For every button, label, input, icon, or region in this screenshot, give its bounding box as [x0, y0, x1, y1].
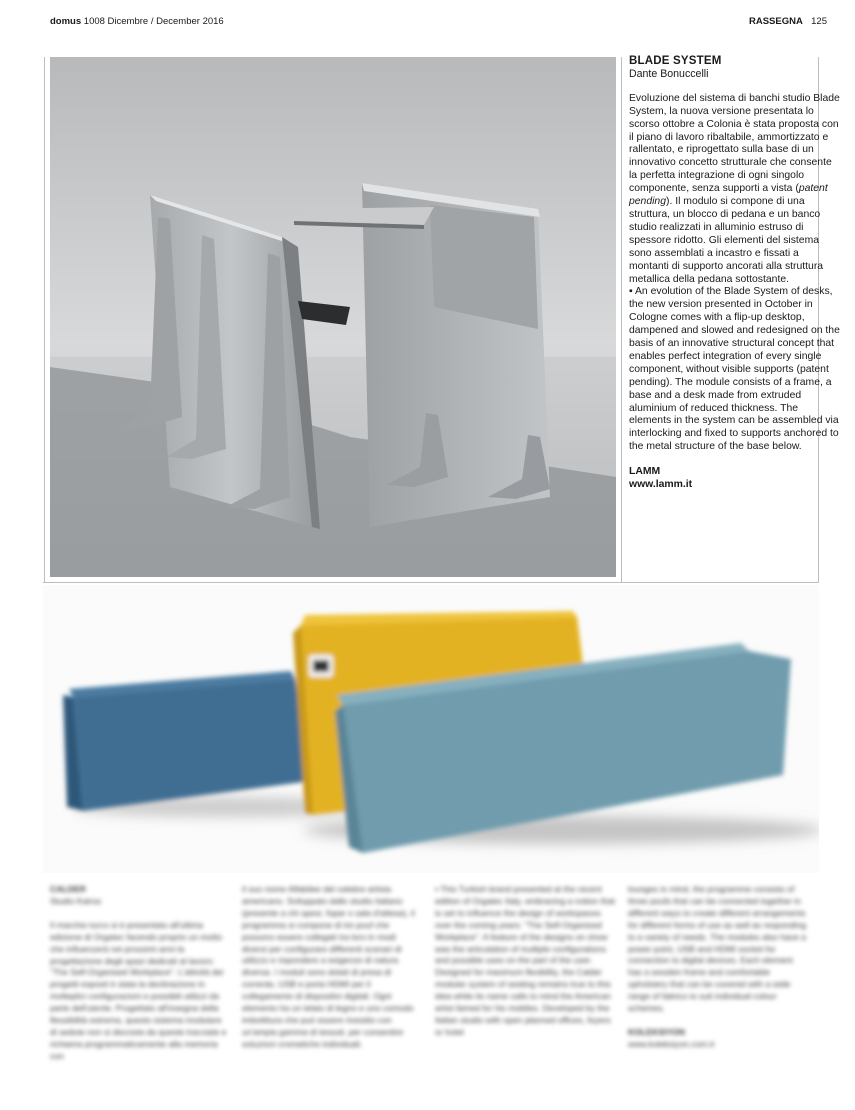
column-rule-left	[44, 57, 45, 582]
blade-system-photo	[50, 57, 616, 577]
calder-brand: KOLEKSIYON	[628, 1026, 685, 1037]
calder-column-1	[50, 884, 230, 1063]
article-sidebar	[629, 55, 841, 492]
blade-system-illustration	[50, 57, 616, 577]
magazine-name: domus	[50, 16, 82, 27]
english-text-body: An evolution of the Blade System of desks, the new version presented in October in Cologne comes with a flip-up desktop, dampened and slowed and redesigned on the basis of an innovative structural concept that enables perfect integration of every single component, without visible supports (patent pending). The module consists of a frame, a base and a desk made from extruded aluminium of reduced thickness. The elements in the system can be assembled via interlocking and fixed to supports anchored to the metal structure of the base below.	[629, 286, 840, 453]
article-title: BLADE SYSTEM	[629, 55, 722, 67]
running-header-right	[749, 16, 827, 27]
calder-text-3: ▪ This Turkish brand presented at the recent edition of Orgatec Italy, embracing a notion that is set to influence the design of workspaces over the coming years: "The Self-Organised Workplace". A feature of the designs on show was the articulation of multiple configurations and possible uses on the part of the user. Designed for maximum flexibility, the Calder modular system of seating remains true to this idea while its name calls to mind the American artist famed for his mobiles. Developed by the Italian studio with open planned offices, foyers or hotel	[435, 884, 615, 1037]
calder-column-3	[435, 884, 615, 1039]
issue-info: 1008 Dicembre / December 2016	[83, 16, 224, 27]
article-author: Dante Bonuccelli	[629, 67, 709, 80]
calder-poufs-photo	[43, 585, 819, 873]
italian-text	[629, 93, 841, 287]
italian-text-italic: patent pending	[629, 183, 828, 208]
calder-text-2: il suo nome Alfabilee del celebre artista americano. Sviluppato dallo studio italiano (presente a chi spesi, fopar o sala d'attesa), il programma si compone di tre pouf che possono essere collegati tra loro in modi diversi per configurare differenti scenari di utilizzo e rispondere a esigenze di natura diversa. I moduli sono dotati di presa di corrente, USB e porta HDMI per il collegamento di dispositivi digitali. Ogni elemento ha un telaio di legno e uno comodo imbottitura che può essere rivestito con un'ampia gamma di tessuti, per consentire soluzioni cromatiche individuali.	[242, 884, 415, 1049]
brand-url[interactable]: www.lamm.it	[629, 479, 693, 491]
calder-heading: CALDER	[50, 884, 86, 894]
calder-column-4	[628, 884, 808, 1051]
calder-poufs-illustration	[43, 585, 819, 873]
running-header-left	[50, 16, 224, 27]
section-divider	[43, 582, 819, 583]
calder-subheading: Studio Kairos	[50, 895, 102, 906]
calder-column-2	[242, 884, 422, 1051]
calder-url[interactable]: www.koleksiyon.com.tr	[628, 1038, 715, 1049]
page-number: 125	[811, 16, 827, 27]
brand-name: LAMM	[629, 466, 661, 478]
english-marker: ▪	[629, 286, 633, 298]
section-name: RASSEGNA	[749, 16, 803, 27]
italian-text-part-b: ). Il modulo si compone di una struttura, un blocco di pedana e un banco studio realizzati in alluminio estruso di spessore ridotto. Gli elementi del sistema sono assemblati a incastro e fissati a montanti di supporto ancorati alla struttura metallica della pedana sottostante.	[629, 196, 824, 285]
italian-text-part-a: Evoluzione del sistema di banchi studio Blade System, la nuova versione presentata lo scorso ottobre a Colonia è stata proposta con il piano di lavoro ribaltabile, ammortizzato e rallentato, e riprogettato sulla base di un innovativo concetto strutturale che consente la perfetta integrazione di ogni singolo componente, senza supporti a vista (	[629, 92, 840, 195]
english-text	[629, 286, 841, 454]
calder-text-1: Il marchio turco si è presentato all'ultima edizione di Orgatec facendo proprio un motto che influenzerà nei prossimi anni la progettazione degli spazi dedicati al lavoro: "The Self-Organised Workplace". L'attività dei progetti esposti è stata la declinazione in molteplici configurazioni e possibili utilizzi da parte dell'utente. Progettato all'insegna della flessibilità estrema, questo sistema modulare di sedute non si discosta da queste tracciate e richiama programmaticamente alla memoria con	[50, 919, 227, 1061]
calder-text-4: lounges in mind, the programme consists of three poufs that can be connected together in different ways to create different arrangements for different forms of use as well as responding to a variety of needs. The modules also have a power point, USB and HDMI socket for connection to digital devices. Each element has a wooden frame and comfortable upholstery that can be covered with a wide range of fabrics to suit individual colour schemes.	[628, 884, 807, 1014]
column-rule-middle	[621, 57, 622, 582]
